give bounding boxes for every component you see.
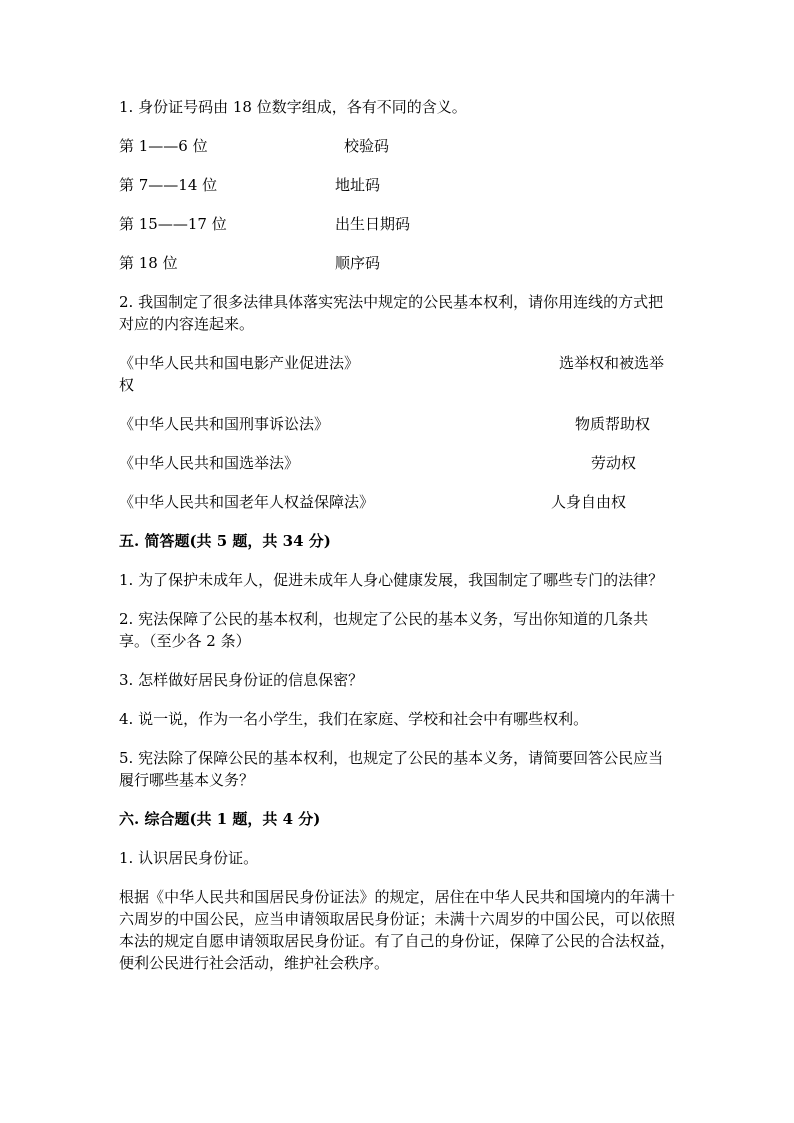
document-content bbox=[119, 96, 675, 974]
section5-question: 1. 为了保护未成年人，促进未成年人身心健康发展，我国制定了哪些专门的法律？ bbox=[119, 571, 664, 589]
q2-match-row bbox=[119, 491, 675, 513]
section5-question: 4. 说一说，作为一名小学生，我们在家庭、学校和社会中有哪些权利。 bbox=[119, 710, 589, 728]
q2-law-item: 《中华人民共和国刑事诉讼法》 bbox=[119, 415, 330, 433]
q1-left-item: 第 15——17 位 bbox=[119, 215, 227, 233]
q1-match-row bbox=[119, 135, 675, 157]
section5-question: 3. 怎样做好居民身份证的信息保密？ bbox=[119, 671, 364, 689]
q1-match-row bbox=[119, 174, 675, 196]
q2-law-item: 《中华人民共和国电影产业促进法》 bbox=[119, 354, 360, 372]
q1-match-row bbox=[119, 252, 675, 274]
q1-right-item: 校验码 bbox=[344, 137, 390, 155]
section6-heading: 六. 综合题(共 1 题，共 4 分) bbox=[119, 810, 321, 828]
q2-law-item: 《中华人民共和国选举法》 bbox=[119, 454, 300, 472]
q2-right-item-wrap: 权 bbox=[119, 376, 135, 394]
q1-left-item: 第 18 位 bbox=[119, 254, 178, 272]
q2-right-item: 选举权和被选举 bbox=[559, 354, 665, 372]
q2-match-row bbox=[119, 452, 675, 474]
q2-law-item: 《中华人民共和国老年人权益保障法》 bbox=[119, 493, 375, 511]
q1-right-item: 顺序码 bbox=[335, 254, 381, 272]
q2-intro: 2. 我国制定了很多法律具体落实宪法中规定的公民基本权利，请你用连线的方式把对应的内容连起来。 bbox=[119, 293, 664, 333]
q2-match-row bbox=[119, 413, 675, 435]
q1-left-item: 第 1——6 位 bbox=[119, 137, 208, 155]
q2-right-item: 劳动权 bbox=[591, 454, 637, 472]
q1-right-item: 出生日期码 bbox=[335, 215, 411, 233]
q2-right-item: 物质帮助权 bbox=[575, 415, 651, 433]
section6-paragraph: 根据《中华人民共和国居民身份证法》的规定，居住在中华人民共和国境内的年满十六周岁的中国公民，应当申请领取居民身份证；未满十六周岁的中国公民，可以依照本法的规定自愿申请领取居民身份证。有了自己的身份证，保障了公民的合法权益，便利公民进行社会活动，维护社会秩序。 bbox=[119, 888, 675, 972]
q1-intro: 1. 身份证号码由 18 位数字组成，各有不同的含义。 bbox=[119, 98, 467, 116]
q2-match-row bbox=[119, 352, 675, 396]
section6-question: 1. 认识居民身份证。 bbox=[119, 849, 259, 867]
q1-left-item: 第 7——14 位 bbox=[119, 176, 218, 194]
section5-question: 5. 宪法除了保障公民的基本权利，也规定了公民的基本义务，请简要回答公民应当履行哪些基本义务？ bbox=[119, 749, 664, 789]
section5-question: 2. 宪法保障了公民的基本权利，也规定了公民的基本义务，写出你知道的几条共享。（至少各 2 条） bbox=[119, 610, 649, 650]
q1-match-row bbox=[119, 213, 675, 235]
q2-right-item: 人身自由权 bbox=[551, 493, 627, 511]
section5-heading: 五. 简答题(共 5 题，共 34 分) bbox=[119, 532, 331, 550]
q1-right-item: 地址码 bbox=[335, 176, 381, 194]
